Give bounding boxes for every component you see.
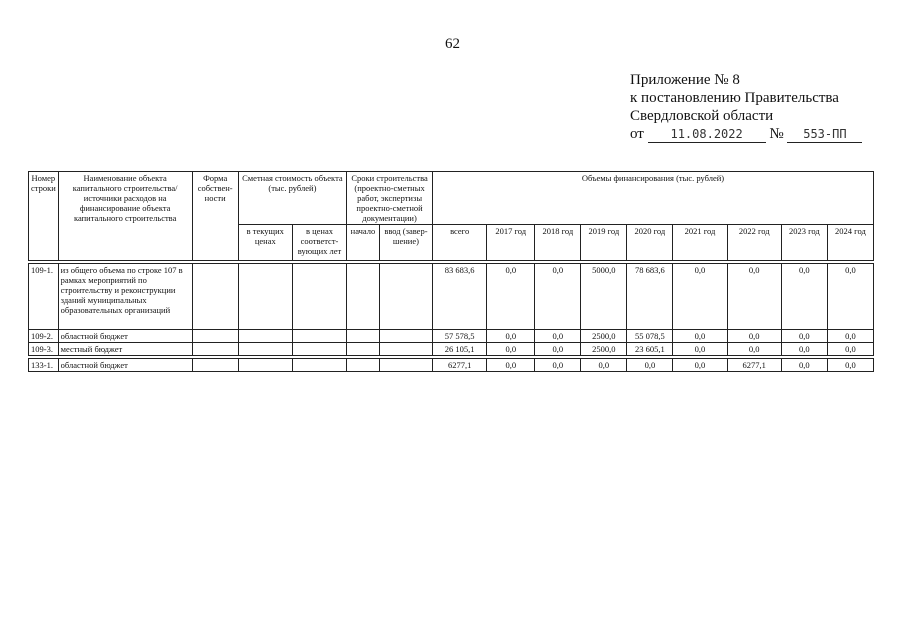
header-2020: 2020 год: [627, 225, 673, 261]
cell-2022: 0,0: [727, 264, 781, 330]
cell-2020: 23 605,1: [627, 343, 673, 356]
cell-2017: 0,0: [487, 264, 535, 330]
cell-2022: 6277,1: [727, 359, 781, 372]
cell-2024: 0,0: [827, 359, 873, 372]
number-prefix: №: [769, 126, 784, 142]
row-name: областной бюджет: [58, 359, 192, 372]
cell-2019: 2500,0: [581, 343, 627, 356]
cell-2023: 0,0: [781, 330, 827, 343]
cell-2020: 78 683,6: [627, 264, 673, 330]
header-row-1: [29, 172, 874, 225]
cell-2020: 0,0: [627, 359, 673, 372]
header-2018: 2018 год: [535, 225, 581, 261]
header-est-relevant: в ценах соответст-вующих лет: [292, 225, 346, 261]
header-2024: 2024 год: [827, 225, 873, 261]
appendix-title: Приложение № 8: [630, 72, 740, 88]
table-row: [29, 264, 874, 330]
table-row: [29, 359, 874, 372]
appendix-region: Свердловской области: [630, 108, 774, 124]
row-number: 109-2.: [29, 330, 59, 343]
row-number: 133-1.: [29, 359, 59, 372]
row-number: 109-1.: [29, 264, 59, 330]
header-2021: 2021 год: [673, 225, 727, 261]
cell-total: 26 105,1: [433, 343, 487, 356]
table-row: [29, 343, 874, 356]
cell-2019: 5000,0: [581, 264, 627, 330]
row-name: из общего объема по строке 107 в рамках мероприятий по строительству и реконструкции зданий муниципальных образовательных организаций: [58, 264, 192, 330]
page-number: 62: [445, 36, 460, 52]
cell-2017: 0,0: [487, 330, 535, 343]
header-2019: 2019 год: [581, 225, 627, 261]
table-row: [29, 330, 874, 343]
cell-2024: 0,0: [827, 343, 873, 356]
header-row-no: Номер строки: [29, 172, 59, 261]
cell-2022: 0,0: [727, 343, 781, 356]
cell-2017: 0,0: [487, 359, 535, 372]
row-name: местный бюджет: [58, 343, 192, 356]
cell-2019: 0,0: [581, 359, 627, 372]
header-2022: 2022 год: [727, 225, 781, 261]
header-financing: Объемы финансирования (тыс. рублей): [433, 172, 874, 225]
header-2017: 2017 год: [487, 225, 535, 261]
cell-2022: 0,0: [727, 330, 781, 343]
cell-2017: 0,0: [487, 343, 535, 356]
cell-2019: 2500,0: [581, 330, 627, 343]
cell-2018: 0,0: [535, 330, 581, 343]
cell-2023: 0,0: [781, 359, 827, 372]
header-ownership: Форма собствен-ности: [192, 172, 238, 261]
cell-2023: 0,0: [781, 264, 827, 330]
date-field: 11.08.2022: [648, 127, 766, 143]
financing-table: [28, 171, 874, 372]
appendix-header: [630, 71, 862, 143]
header-commissioning: ввод (завер-шение): [379, 225, 432, 261]
header-est-current: в текущих ценах: [238, 225, 292, 261]
appendix-date-number: [630, 125, 862, 143]
cell-2018: 0,0: [535, 264, 581, 330]
row-name: областной бюджет: [58, 330, 192, 343]
cell-2021: 0,0: [673, 330, 727, 343]
cell-2021: 0,0: [673, 264, 727, 330]
cell-total: 6277,1: [433, 359, 487, 372]
header-start: начало: [347, 225, 380, 261]
header-estimate: Сметная стоимость объекта (тыс. рублей): [238, 172, 346, 225]
header-total: всего: [433, 225, 487, 261]
cell-2018: 0,0: [535, 343, 581, 356]
cell-2024: 0,0: [827, 330, 873, 343]
header-name: Наименование объекта капитального строительства/ источники расходов на финансирование объекта капитального строительства: [58, 172, 192, 261]
number-field: 553-ПП: [787, 127, 862, 143]
cell-2021: 0,0: [673, 343, 727, 356]
cell-2021: 0,0: [673, 359, 727, 372]
cell-total: 83 683,6: [433, 264, 487, 330]
row-number: 109-3.: [29, 343, 59, 356]
header-2023: 2023 год: [781, 225, 827, 261]
cell-total: 57 578,5: [433, 330, 487, 343]
cell-2024: 0,0: [827, 264, 873, 330]
header-terms: Сроки строительства (проектно-сметных работ, экспертизы проектно-сметной документации): [347, 172, 433, 225]
appendix-resolution: к постановлению Правительства: [630, 90, 839, 106]
cell-2023: 0,0: [781, 343, 827, 356]
date-prefix: от: [630, 126, 644, 142]
cell-2020: 55 078,5: [627, 330, 673, 343]
cell-2018: 0,0: [535, 359, 581, 372]
